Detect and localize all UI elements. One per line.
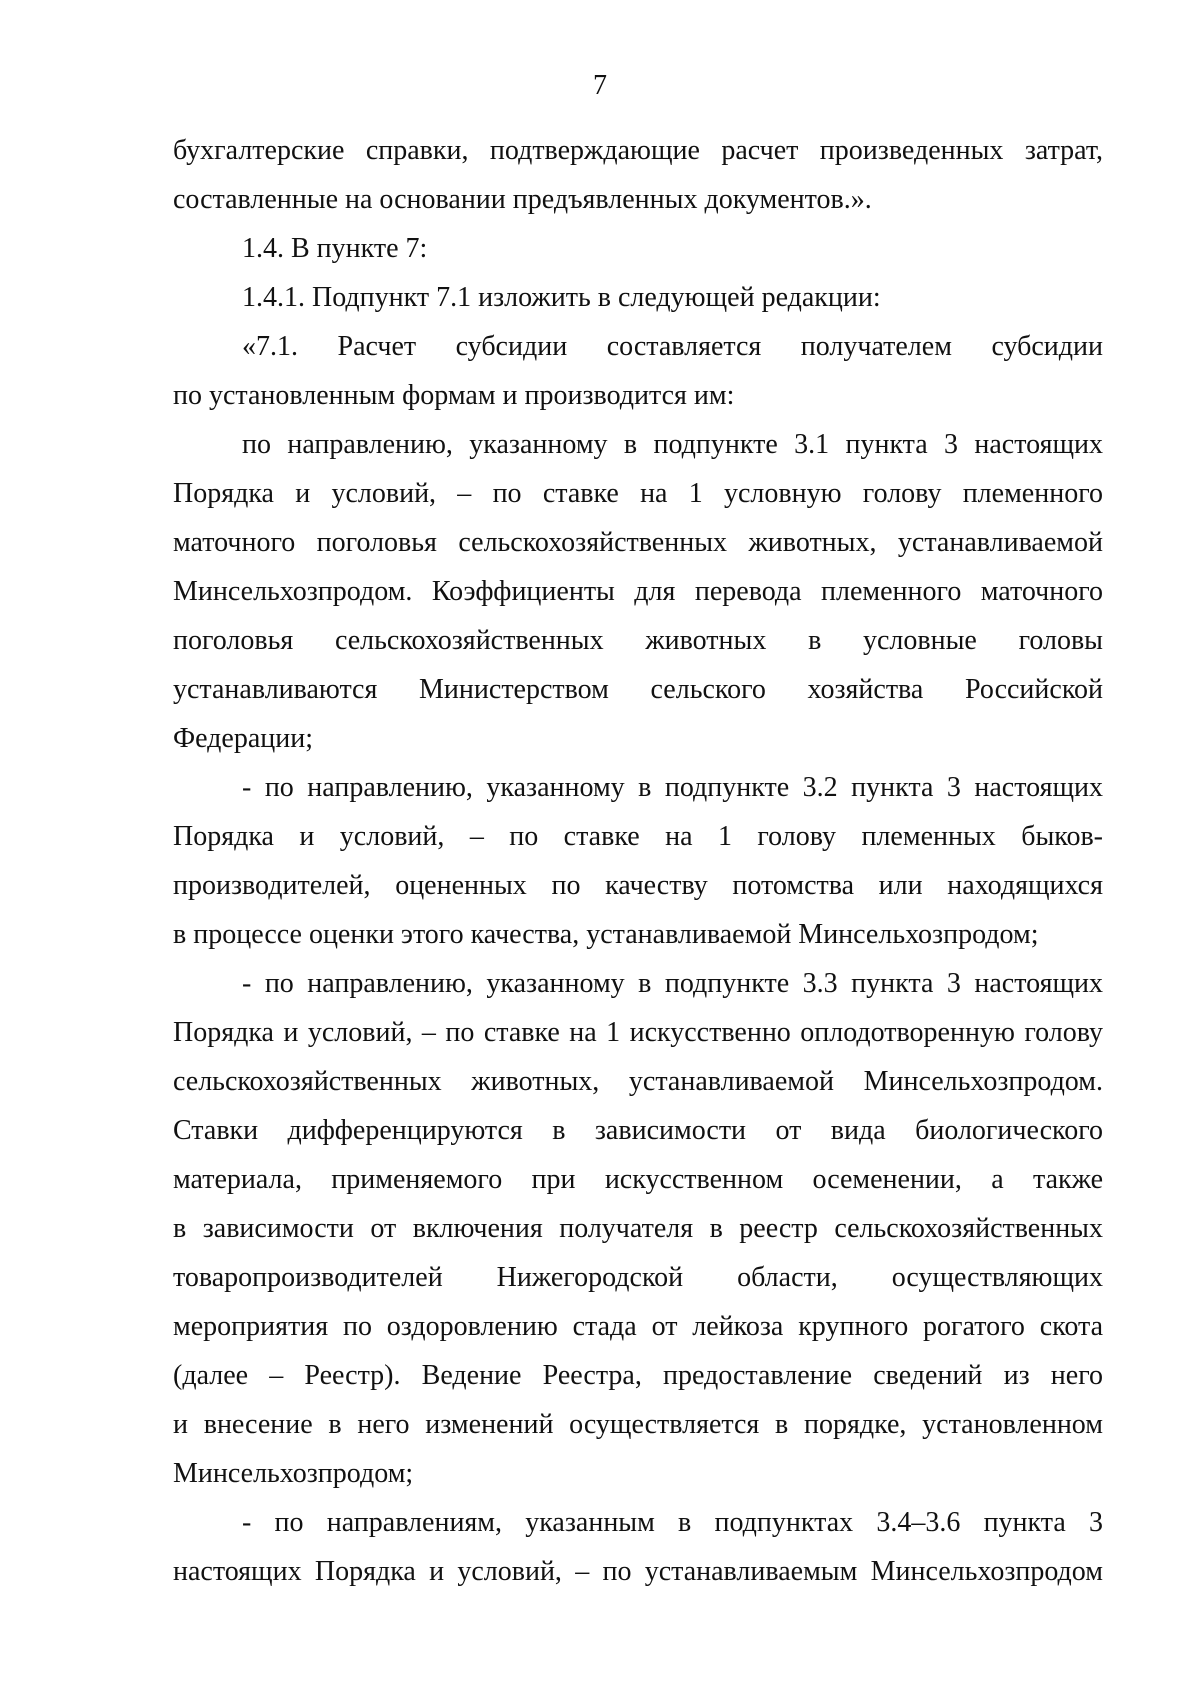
- text-line: Федерации;: [173, 723, 314, 754]
- text-line: составленные на основании предъявленных документов.».: [173, 184, 872, 215]
- text-line: Порядка и условий, – по ставке на 1 голову племенных быков-: [173, 821, 1103, 852]
- page-number: 7: [593, 70, 607, 101]
- text-line: материала, применяемого при искусственном осеменении, а также: [173, 1164, 1103, 1195]
- text-line: Порядка и условий, – по ставке на 1 искусственно оплодотворенную голову: [173, 1017, 1103, 1048]
- text-line: настоящих Порядка и условий, – по устанавливаемым Минсельхозпродом: [173, 1556, 1103, 1587]
- text-line: бухгалтерские справки, подтверждающие расчет произведенных затрат,: [173, 135, 1103, 166]
- text-line: Минсельхозпродом. Коэффициенты для перевода племенного маточного: [173, 576, 1103, 607]
- text-line: по направлению, указанному в подпункте 3.1 пункта 3 настоящих: [242, 429, 1103, 460]
- text-line: - по направлению, указанному в подпункте 3.2 пункта 3 настоящих: [242, 772, 1103, 803]
- text-line: - по направлениям, указанным в подпунктах 3.4–3.6 пункта 3: [242, 1507, 1103, 1538]
- text-line: маточного поголовья сельскохозяйственных животных, устанавливаемой: [173, 527, 1103, 558]
- text-line: - по направлению, указанному в подпункте 3.3 пункта 3 настоящих: [242, 968, 1103, 999]
- text-line: по установленным формам и производится им:: [173, 380, 735, 411]
- text-line: устанавливаются Министерством сельского хозяйства Российской: [173, 674, 1103, 705]
- text-line: производителей, оцененных по качеству потомства или находящихся: [173, 870, 1103, 901]
- text-line: и внесение в него изменений осуществляется в порядке, установленном: [173, 1409, 1103, 1440]
- text-line: 1.4.1. Подпункт 7.1 изложить в следующей редакции:: [242, 282, 881, 313]
- text-line: Минсельхозпродом;: [173, 1458, 414, 1489]
- text-line: в процессе оценки этого качества, устанавливаемой Минсельхозпродом;: [173, 919, 1039, 950]
- text-line: 1.4. В пункте 7:: [242, 233, 428, 264]
- text-line: сельскохозяйственных животных, устанавливаемой Минсельхозпродом.: [173, 1066, 1103, 1097]
- text-line: Ставки дифференцируются в зависимости от вида биологического: [173, 1115, 1103, 1146]
- text-line: мероприятия по оздоровлению стада от лейкоза крупного рогатого скота: [173, 1311, 1103, 1342]
- text-line: в зависимости от включения получателя в реестр сельскохозяйственных: [173, 1213, 1103, 1244]
- text-line: «7.1. Расчет субсидии составляется получателем субсидии: [242, 331, 1103, 362]
- text-line: товаропроизводителей Нижегородской области, осуществляющих: [173, 1262, 1103, 1293]
- text-line: Порядка и условий, – по ставке на 1 условную голову племенного: [173, 478, 1103, 509]
- text-line: (далее – Реестр). Ведение Реестра, предоставление сведений из него: [173, 1360, 1103, 1391]
- document-body: [173, 126, 1103, 1596]
- text-line: поголовья сельскохозяйственных животных в условные головы: [173, 625, 1103, 656]
